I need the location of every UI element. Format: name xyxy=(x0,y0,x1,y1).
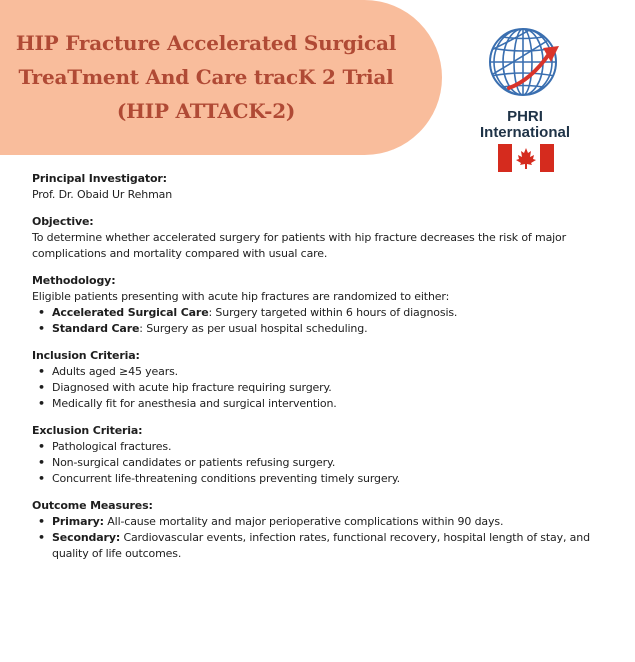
globe-logo-icon xyxy=(487,24,563,100)
section-title: Methodology: xyxy=(32,274,116,287)
section-outcome-measures xyxy=(32,498,607,562)
section-title: Outcome Measures: xyxy=(32,499,153,512)
title-line-3: (HIP ATTACK-2) xyxy=(116,99,296,123)
content xyxy=(32,171,607,573)
list-item: • Pathological fractures. xyxy=(32,439,607,455)
list-item: • Adults aged ≥45 years. xyxy=(32,364,607,380)
canada-flag-icon xyxy=(498,144,554,172)
list-item xyxy=(32,530,607,562)
section-title: Principal Investigator: xyxy=(32,172,167,185)
logo-text-line-1: PHRI xyxy=(507,108,543,125)
list-item xyxy=(32,514,607,530)
list-item xyxy=(32,321,607,337)
section-principal-investigator xyxy=(32,171,607,203)
outcome-list xyxy=(32,514,607,562)
title-line-1: HIP Fracture Accelerated Surgical xyxy=(15,31,397,55)
list-item-text: : Surgery as per usual hospital scheduling. xyxy=(139,322,368,335)
list-item-text: All-cause mortality and major perioperative complications within 90 days. xyxy=(103,515,504,528)
section-title: Objective: xyxy=(32,215,94,228)
list-item: • Concurrent life-threatening conditions preventing timely surgery. xyxy=(32,471,607,487)
section-objective xyxy=(32,214,607,262)
section-title: Inclusion Criteria: xyxy=(32,349,140,362)
list-item-text: Cardiovascular events, infection rates, functional recovery, hospital length of stay, and quality of life outcomes. xyxy=(52,531,590,560)
methodology-list xyxy=(32,305,607,337)
inclusion-list xyxy=(32,364,607,412)
section-title: Exclusion Criteria: xyxy=(32,424,143,437)
list-item: • Medically fit for anesthesia and surgical intervention. xyxy=(32,396,607,412)
list-item-label: Secondary: xyxy=(52,531,121,544)
section-methodology xyxy=(32,273,607,337)
objective-text: To determine whether accelerated surgery for patients with hip fracture decreases the risk of major complications and mortality compared with usual care. xyxy=(32,231,567,260)
list-item-label: Accelerated Surgical Care xyxy=(52,306,209,319)
list-item xyxy=(32,305,607,321)
list-item-label: Standard Care xyxy=(52,322,140,335)
section-exclusion-criteria xyxy=(32,423,607,487)
list-item: • Non-surgical candidates or patients refusing surgery. xyxy=(32,455,607,471)
list-item-label: Primary: xyxy=(52,515,104,528)
exclusion-list xyxy=(32,439,607,487)
list-item-text: : Surgery targeted within 6 hours of diagnosis. xyxy=(208,306,458,319)
investigator-name: Prof. Dr. Obaid Ur Rehman xyxy=(32,188,173,201)
list-item: • Diagnosed with acute hip fracture requiring surgery. xyxy=(32,380,607,396)
methodology-text: Eligible patients presenting with acute hip fractures are randomized to either: xyxy=(32,290,450,303)
page-title xyxy=(0,26,412,128)
section-inclusion-criteria xyxy=(32,348,607,412)
logo-text-line-2: International xyxy=(479,124,570,141)
title-line-2: TreaTment And Care tracK 2 Trial xyxy=(18,65,394,89)
